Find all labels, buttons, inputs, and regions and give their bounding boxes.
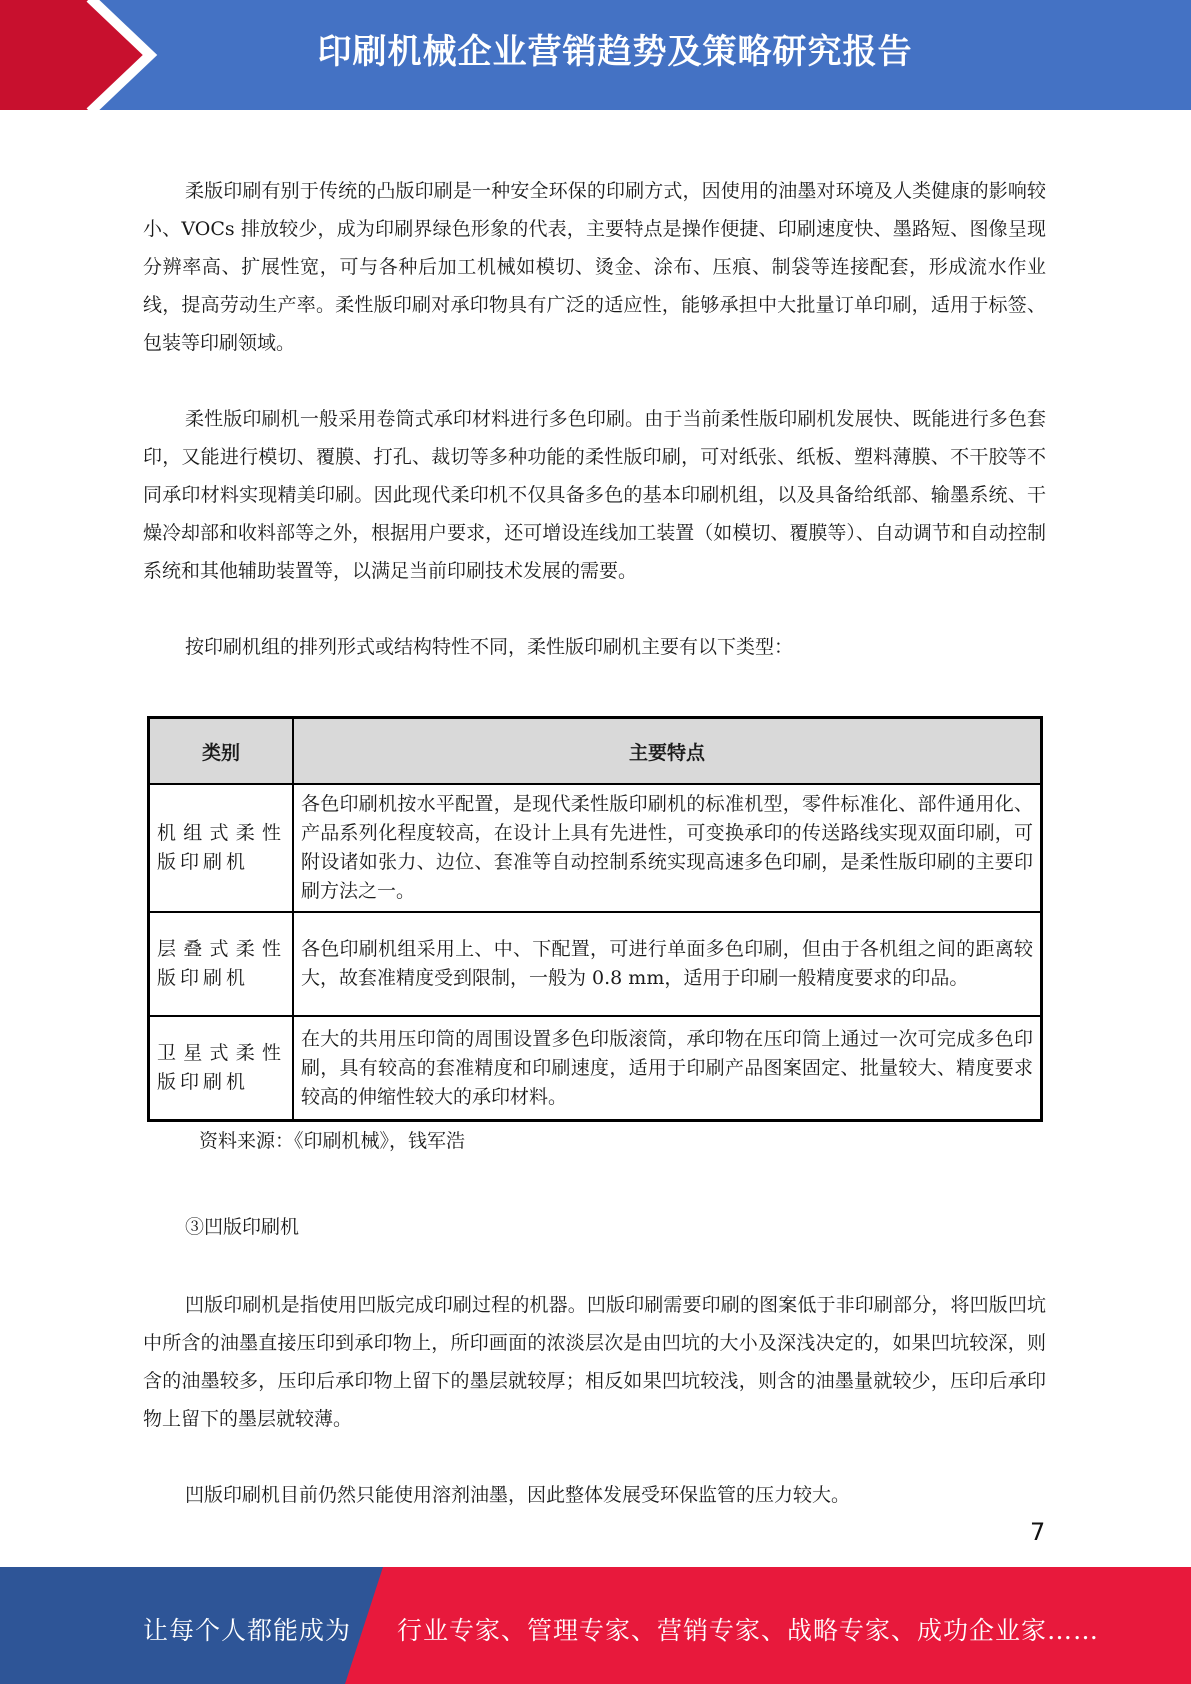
section-heading-gravure: ③凹版印刷机 bbox=[185, 1216, 300, 1238]
report-title: 印刷机械企业营销趋势及策略研究报告 bbox=[317, 32, 913, 72]
feature-cell: 各色印刷机组采用上、中、下配置，可进行单面多色印刷，但由于各机组之间的距离较大，故套准精度受到限制，一般为 0.8 mm，适用于印刷一般精度要求的印品。 bbox=[293, 912, 1042, 1016]
footer-slogan-right: 行业专家、管理专家、营销专家、战略专家、成功企业家…… bbox=[397, 1616, 1100, 1645]
paragraph-flexo-intro: 柔版印刷有别于传统的凸版印刷是一种安全环保的印刷方式，因使用的油墨对环境及人类健康的影响较小、VOCs 排放较少，成为印刷界绿色形象的代表，主要特点是操作便捷、印刷速度快、墨路短、图像呈现分辨率高、扩展性宽，可与各种后加工机械如模切、烫金、涂布、压痕、制袋等连接配套，形成流水作业线，提高劳动生产率。柔性版印刷对承印物具有广泛的适应性，能够承担中大批量订单印刷，适用于标签、包装等印刷领域。 bbox=[143, 180, 1046, 354]
table-source: 资料来源：《印刷机械》，钱军浩 bbox=[199, 1130, 466, 1152]
column-header-type: 类别 bbox=[149, 718, 294, 785]
header-banner bbox=[0, 0, 1191, 110]
type-cell: 机组式柔性版印刷机 bbox=[149, 784, 294, 912]
type-cell: 卫星式柔性版印刷机 bbox=[149, 1016, 294, 1121]
flexo-type-table bbox=[147, 716, 1043, 1122]
page-number: 7 bbox=[1030, 1518, 1046, 1546]
paragraph-gravure-ink: 凹版印刷机目前仍然只能使用溶剂油墨，因此整体发展受环保监管的压力较大。 bbox=[185, 1484, 851, 1506]
table-row bbox=[149, 784, 1042, 912]
feature-cell: 各色印刷机按水平配置，是现代柔性版印刷机的标准机型，零件标准化、部件通用化、产品系列化程度较高，在设计上具有先进性，可变换承印的传送路线实现双面印刷，可附设诸如张力、边位、套准等自动控制系统实现高速多色印刷，是柔性版印刷的主要印刷方法之一。 bbox=[293, 784, 1042, 912]
body-text bbox=[143, 172, 1046, 666]
footer-banner bbox=[0, 1567, 1191, 1684]
paragraph-gravure-intro: 凹版印刷机是指使用凹版完成印刷过程的机器。凹版印刷需要印刷的图案低于非印刷部分，将凹版凹坑中所含的油墨直接压印到承印物上，所印画面的浓淡层次是由凹坑的大小及深浅决定的，如果凹坑较深，则含的油墨较多，压印后承印物上留下的墨层就较厚；相反如果凹坑较浅，则含的油墨量就较少，压印后承印物上留下的墨层就较薄。 bbox=[143, 1294, 1046, 1430]
type-cell: 层叠式柔性版印刷机 bbox=[149, 912, 294, 1016]
feature-cell: 在大的共用压印筒的周围设置多色印版滚筒，承印物在压印筒上通过一次可完成多色印刷，具有较高的套准精度和印刷速度，适用于印刷产品图案固定、批量较大、精度要求较高的伸缩性较大的承印材料。 bbox=[293, 1016, 1042, 1121]
column-header-features: 主要特点 bbox=[293, 718, 1042, 785]
table-header-row bbox=[149, 718, 1042, 785]
footer-slogan-left: 让每个人都能成为 bbox=[143, 1616, 352, 1645]
paragraph-flexo-types: 按印刷机组的排列形式或结构特性不同，柔性版印刷机主要有以下类型： bbox=[185, 636, 794, 658]
table-row bbox=[149, 1016, 1042, 1121]
table-row bbox=[149, 912, 1042, 1016]
paragraph-flexo-machines: 柔性版印刷机一般采用卷筒式承印材料进行多色印刷。由于当前柔性版印刷机发展快、既能进行多色套印，又能进行模切、覆膜、打孔、裁切等多种功能的柔性版印刷，可对纸张、纸板、塑料薄膜、不干胶等不同承印材料实现精美印刷。因此现代柔印机不仅具备多色的基本印刷机组，以及具备给纸部、输墨系统、干燥冷却部和收料部等之外，根据用户要求，还可增设连线加工装置（如模切、覆膜等）、自动调节和自动控制系统和其他辅助装置等，以满足当前印刷技术发展的需要。 bbox=[143, 408, 1046, 582]
body-text-gravure bbox=[143, 1286, 1046, 1514]
